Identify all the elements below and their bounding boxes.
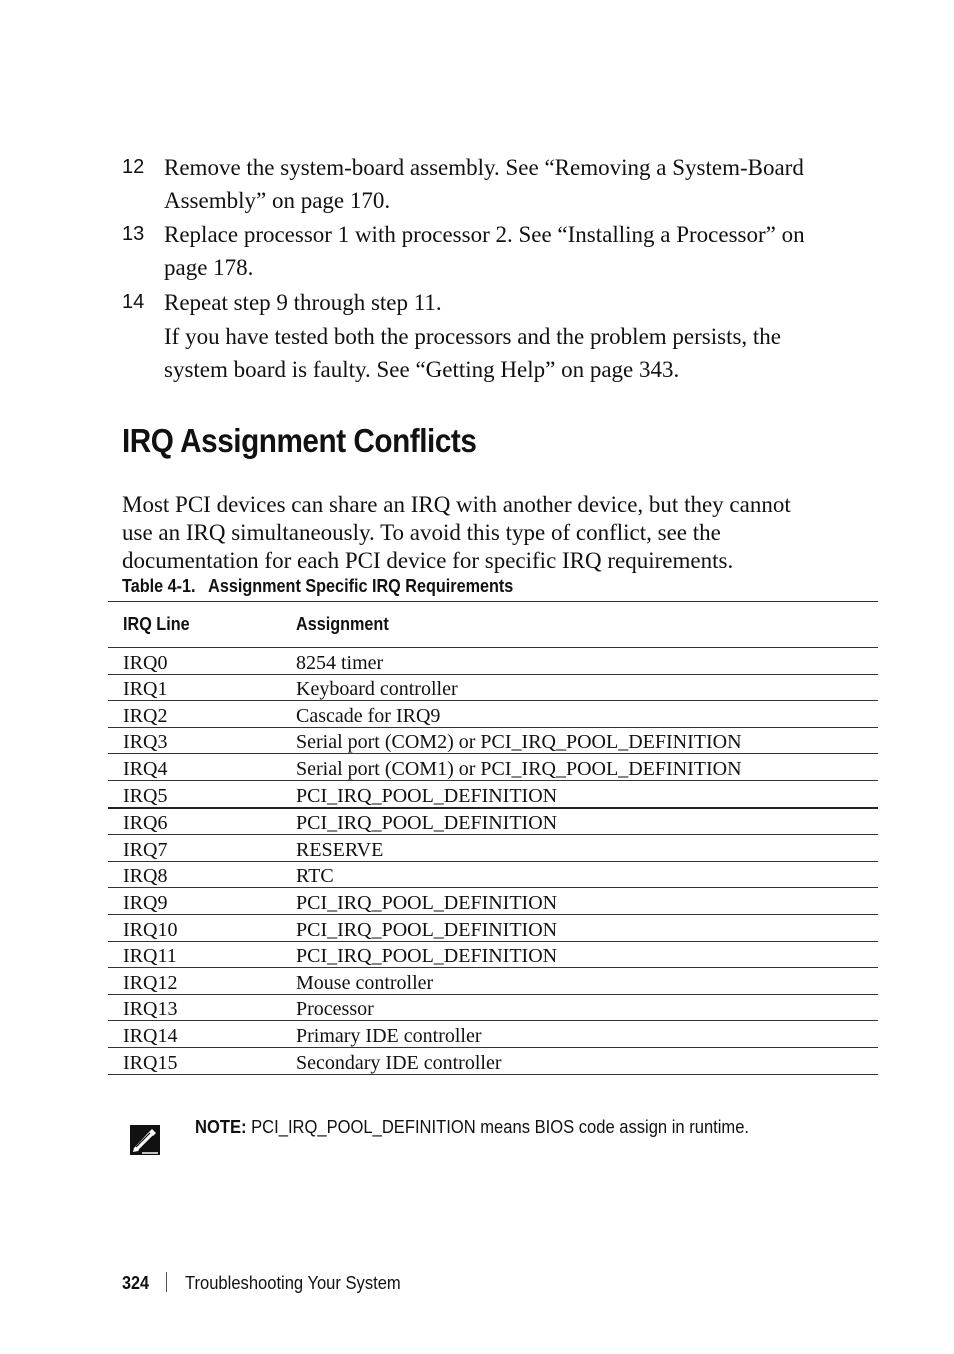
step-number: 14 [122,291,145,313]
assignment-cell: Serial port (COM2) or PCI_IRQ_POOL_DEFINITION [296,727,878,754]
table-caption-number: Table 4-1. [122,576,196,596]
irq-line-cell: IRQ5 [108,780,296,807]
assignment-cell: RTC [296,861,878,888]
irq-line-cell: IRQ1 [108,674,296,701]
table-row [108,701,878,728]
irq-line-cell: IRQ3 [108,727,296,754]
table-header-row [108,602,878,648]
table-caption [122,576,513,597]
table-row [108,754,878,781]
assignment-cell: Mouse controller [296,968,878,995]
table-row [108,1047,878,1074]
step-number: 13 [122,223,145,245]
irq-line-cell: IRQ8 [108,861,296,888]
assignment-cell: Cascade for IRQ9 [296,701,878,728]
irq-line-cell: IRQ14 [108,1021,296,1048]
table-row [108,861,878,888]
step-followup-text: If you have tested both the processors and the problem persists, the system board is faulty. See “Getting Help” on page 343. [164,324,782,382]
assignment-cell: RESERVE [296,835,878,862]
irq-assignment-table [108,601,878,1075]
assignment-cell: PCI_IRQ_POOL_DEFINITION [296,780,878,807]
table-caption-title: Assignment Specific IRQ Requirements [208,576,514,596]
step-number: 12 [122,156,145,178]
table-row [108,941,878,968]
table-row [108,648,878,675]
column-header-irq-line: IRQ Line [123,614,190,634]
table-row [108,835,878,862]
assignment-cell: Keyboard controller [296,674,878,701]
assignment-cell: Secondary IDE controller [296,1047,878,1074]
assignment-cell: PCI_IRQ_POOL_DEFINITION [296,808,878,835]
table-row [108,1021,878,1048]
assignment-cell: Serial port (COM1) or PCI_IRQ_POOL_DEFINITION [296,754,878,781]
irq-line-cell: IRQ4 [108,754,296,781]
note-body: PCI_IRQ_POOL_DEFINITION means BIOS code assign in runtime. [251,1117,750,1137]
irq-line-cell: IRQ11 [108,941,296,968]
step-text: Remove the system-board assembly. See “Removing a System-Board Assembly” on page 170. [164,155,804,213]
assignment-cell: PCI_IRQ_POOL_DEFINITION [296,888,878,915]
chapter-title: Troubleshooting Your System [185,1273,401,1293]
table-row [108,808,878,835]
assignment-cell: PCI_IRQ_POOL_DEFINITION [296,914,878,941]
irq-line-cell: IRQ9 [108,888,296,915]
irq-line-cell: IRQ15 [108,1047,296,1074]
irq-line-cell: IRQ2 [108,701,296,728]
assignment-cell: Primary IDE controller [296,1021,878,1048]
assignment-cell: Processor [296,994,878,1021]
step-text: Replace processor 1 with processor 2. See “Installing a Processor” on page 178. [164,222,805,280]
step-text: Repeat step 9 through step 11. [164,290,442,315]
page-footer [122,1272,420,1294]
intro-paragraph: Most PCI devices can share an IRQ with another device, but they cannot use an IRQ simultaneously. To avoid this type of conflict, see the documentation for each PCI device for specific IRQ requirements. [122,492,791,573]
irq-line-cell: IRQ12 [108,968,296,995]
irq-line-cell: IRQ6 [108,808,296,835]
note-label: NOTE: [195,1117,247,1137]
table-row [108,968,878,995]
pencil-note-icon [128,1123,162,1157]
footer-divider [166,1272,167,1292]
page-number: 324 [122,1273,150,1293]
column-header-assignment: Assignment [296,614,389,634]
table-row [108,727,878,754]
table-row [108,674,878,701]
section-heading: IRQ Assignment Conflicts [122,422,477,459]
irq-line-cell: IRQ10 [108,914,296,941]
table-row [108,888,878,915]
table-row [108,780,878,807]
irq-line-cell: IRQ0 [108,648,296,675]
irq-line-cell: IRQ13 [108,994,296,1021]
table-row [108,994,878,1021]
note-text [195,1117,749,1138]
table-row [108,914,878,941]
irq-line-cell: IRQ7 [108,835,296,862]
assignment-cell: 8254 timer [296,648,878,675]
assignment-cell: PCI_IRQ_POOL_DEFINITION [296,941,878,968]
